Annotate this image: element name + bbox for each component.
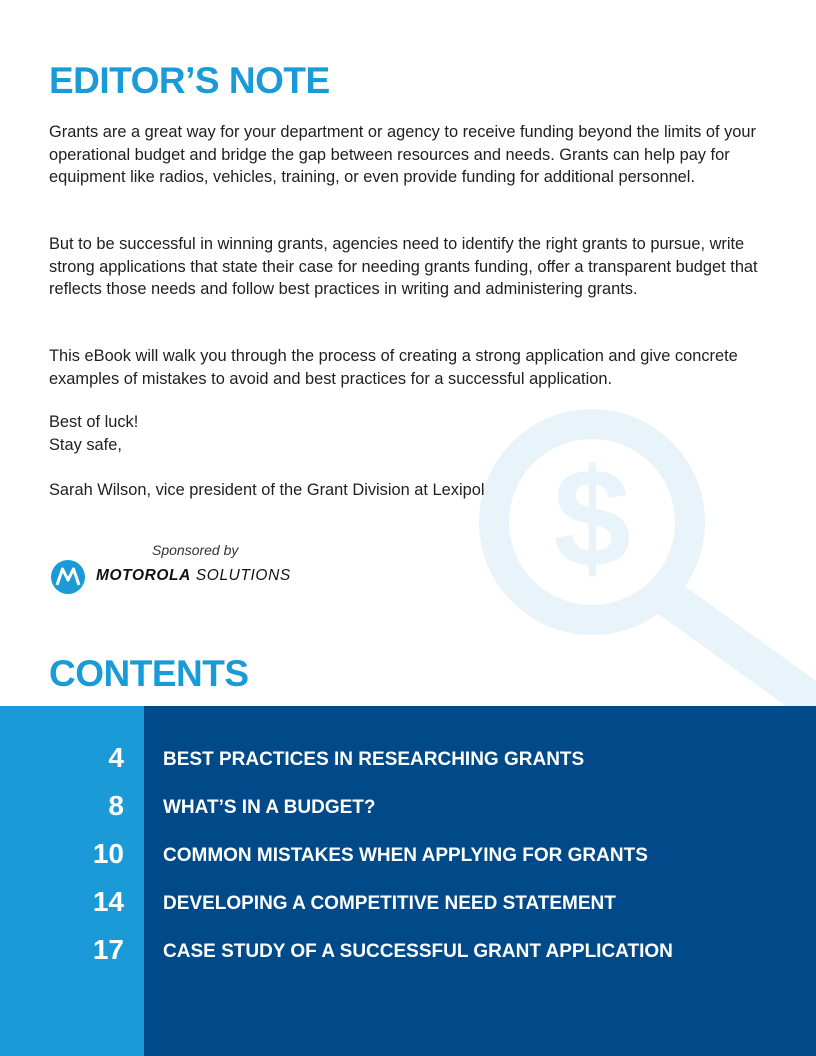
toc-item-label[interactable]: DEVELOPING A COMPETITIVE NEED STATEMENT	[163, 893, 616, 914]
toc-item[interactable]	[0, 740, 816, 784]
intro-paragraph-1: Grants are a great way for your department or agency to receive funding beyond the limits of your operational budget and bridge the gap between resources and needs. Grants can help pay for equipment like radios, vehicles, training, or even provide funding for additional personnel.	[49, 123, 756, 186]
sponsor-name	[96, 567, 291, 585]
toc-item[interactable]	[0, 884, 816, 928]
closing	[49, 411, 769, 456]
toc-page-number: 17	[92, 934, 124, 965]
sponsor-label: Sponsored by	[152, 542, 239, 558]
intro-paragraph-3: This eBook will walk you through the process of creating a strong application and give concrete examples of mistakes to avoid and best practices for a successful application.	[49, 347, 738, 388]
toc-item[interactable]	[0, 932, 816, 976]
toc-page-number: 14	[92, 886, 124, 917]
closing-line-2: Stay safe,	[49, 435, 122, 454]
toc-item-label[interactable]: BEST PRACTICES IN RESEARCHING GRANTS	[163, 749, 585, 770]
intro-paragraph-2: But to be successful in winning grants, agencies need to identify the right grants to pursue, write strong applications that state their case for needing grants funding, offer a transparent budget that reflects those needs and follow best practices in writing and administering grants.	[49, 235, 758, 298]
toc-item-label[interactable]: COMMON MISTAKES WHEN APPLYING FOR GRANTS	[163, 845, 648, 866]
toc-item-label[interactable]: WHAT’S IN A BUDGET?	[163, 797, 376, 818]
toc-item-label[interactable]: CASE STUDY OF A SUCCESSFUL GRANT APPLICATION	[163, 941, 673, 962]
closing-line-1: Best of luck!	[49, 413, 139, 431]
svg-text:$: $	[553, 439, 631, 596]
signature: Sarah Wilson, vice president of the Grant Division at Lexipol	[49, 481, 485, 499]
sponsor-name-bold: MOTOROLA	[96, 567, 191, 584]
toc-page-number: 4	[108, 742, 124, 773]
editors-note-title: EDITOR’S NOTE	[49, 60, 330, 101]
toc-item[interactable]	[0, 788, 816, 832]
toc-page-number: 10	[92, 838, 124, 869]
contents-title: CONTENTS	[49, 653, 249, 694]
toc-page-number: 8	[108, 790, 124, 821]
motorola-m-logo	[51, 560, 85, 594]
toc-item[interactable]	[0, 836, 816, 880]
sponsor-name-light: SOLUTIONS	[190, 567, 291, 584]
